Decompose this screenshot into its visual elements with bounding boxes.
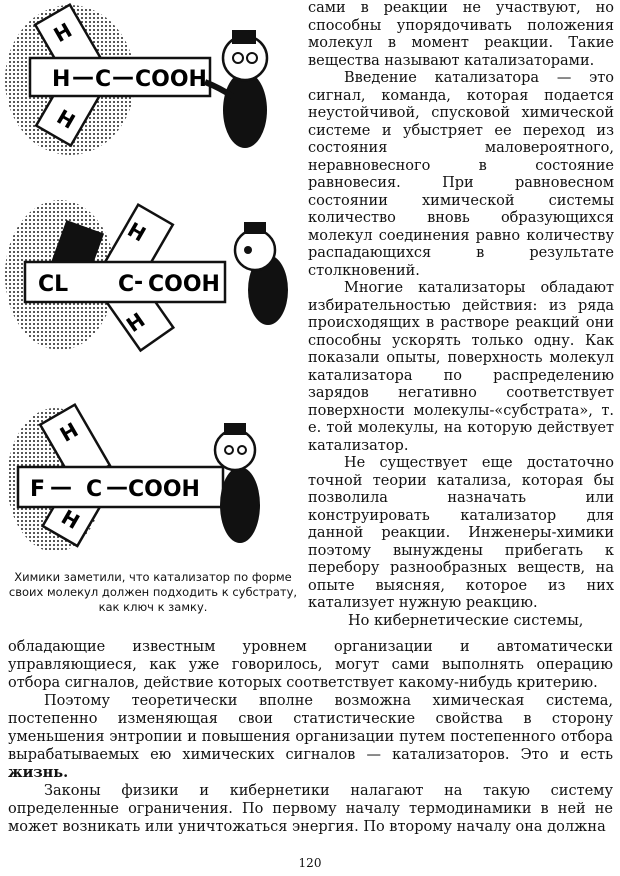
- paragraph: [8, 692, 613, 782]
- bond-left: —: [50, 475, 72, 500]
- full-width-text: [8, 638, 613, 836]
- page-number: 120: [298, 856, 322, 870]
- paragraph: Но кибернетические системы,: [348, 612, 584, 629]
- atom-group: COOH: [128, 477, 200, 502]
- atom-left: H: [52, 67, 71, 92]
- atom-top: H: [55, 417, 83, 447]
- atom-group: COOH: [148, 272, 220, 297]
- paragraph: Не существует еще достаточно точной теории катализа, которая бы позволила назначать или конструировать катализатор для данной реакции. Инженеры-химики поэтому вынуждены прибегать к перебору разнообразных веществ, на опыте выясняя, которое из них катализует нужную реакцию.: [308, 455, 614, 611]
- atom-bottom: H: [57, 504, 84, 534]
- atom-top: H: [49, 17, 76, 48]
- text-column: [308, 0, 614, 630]
- atom-center: C: [86, 477, 103, 502]
- atom-top: H: [123, 217, 150, 247]
- atom-center: C: [118, 272, 135, 297]
- bond-right: —: [106, 475, 128, 500]
- atom-left: F: [30, 477, 46, 502]
- paragraph-text: Поэтому теоретически вполне возможна химическая система, постепенно изменяющая свои статистические свойства в сторону уменьшения энтропии и повышения организации путем постепенного отбора вырабатываемых ею химических сигналов — катализаторов. Это и есть: [8, 693, 613, 763]
- atom-bottom: H: [52, 104, 80, 134]
- atom-group: COOH: [135, 67, 207, 92]
- paragraph: обладающие известным уровнем организации и автоматически управляющиеся, как уже говорилось, могут сами выполнять операцию отбора сигналов, действие которых соответствует какому-нибудь критерию.: [8, 639, 613, 691]
- illustration-molecule-2: [0, 190, 300, 360]
- atom-center: C: [95, 67, 112, 92]
- figure-caption: Химики заметили, что катализатор по форме своих молекул должен подходить к субстрату, как ключ к замку.: [8, 570, 298, 614]
- bond-right: -: [134, 270, 144, 295]
- cook-figure: [205, 30, 267, 148]
- atom-left: CL: [38, 272, 69, 297]
- bond-left: —: [72, 65, 94, 90]
- cook-figure: [235, 222, 288, 325]
- illustration-molecule-3: [0, 395, 300, 565]
- paragraph: сами в реакции не участвуют, но способны упорядочивать положения молекул в момент реакции. Такие вещества называют катализаторами.: [308, 0, 614, 69]
- illustration-molecule-1: [0, 0, 300, 170]
- atom-bottom: H: [121, 307, 150, 338]
- paragraph: Многие катализаторы обладают избирательностью действия: из ряда происходящих в растворе реакций они способны ускорять только одну. Как показали опыты, поверхность молекул катализатора по распределению зарядов негативно соответствует поверхности молекулы-«субстрата», т. е. той молекулы, на которую действует катализатор.: [308, 280, 614, 454]
- bond-right: —: [112, 65, 134, 90]
- emphasis-word: жизнь.: [8, 764, 69, 781]
- paragraph: Введение катализатора — это сигнал, команда, которая подается неустойчивой, спусковой химической системе и убыстряет ее переход из состояния маловероятного, неравновесного в состояние равновесия. При равновесном состоянии химической системы количество вновь образующихся молекул соединения равно количеству распадающихся в результате столкновений.: [308, 70, 614, 279]
- paragraph: Законы физики и кибернетики налагают на такую систему определенные ограничения. По первому началу термодинамики в ней не может возникать или уничтожаться энергия. По второму началу она должна: [8, 783, 613, 835]
